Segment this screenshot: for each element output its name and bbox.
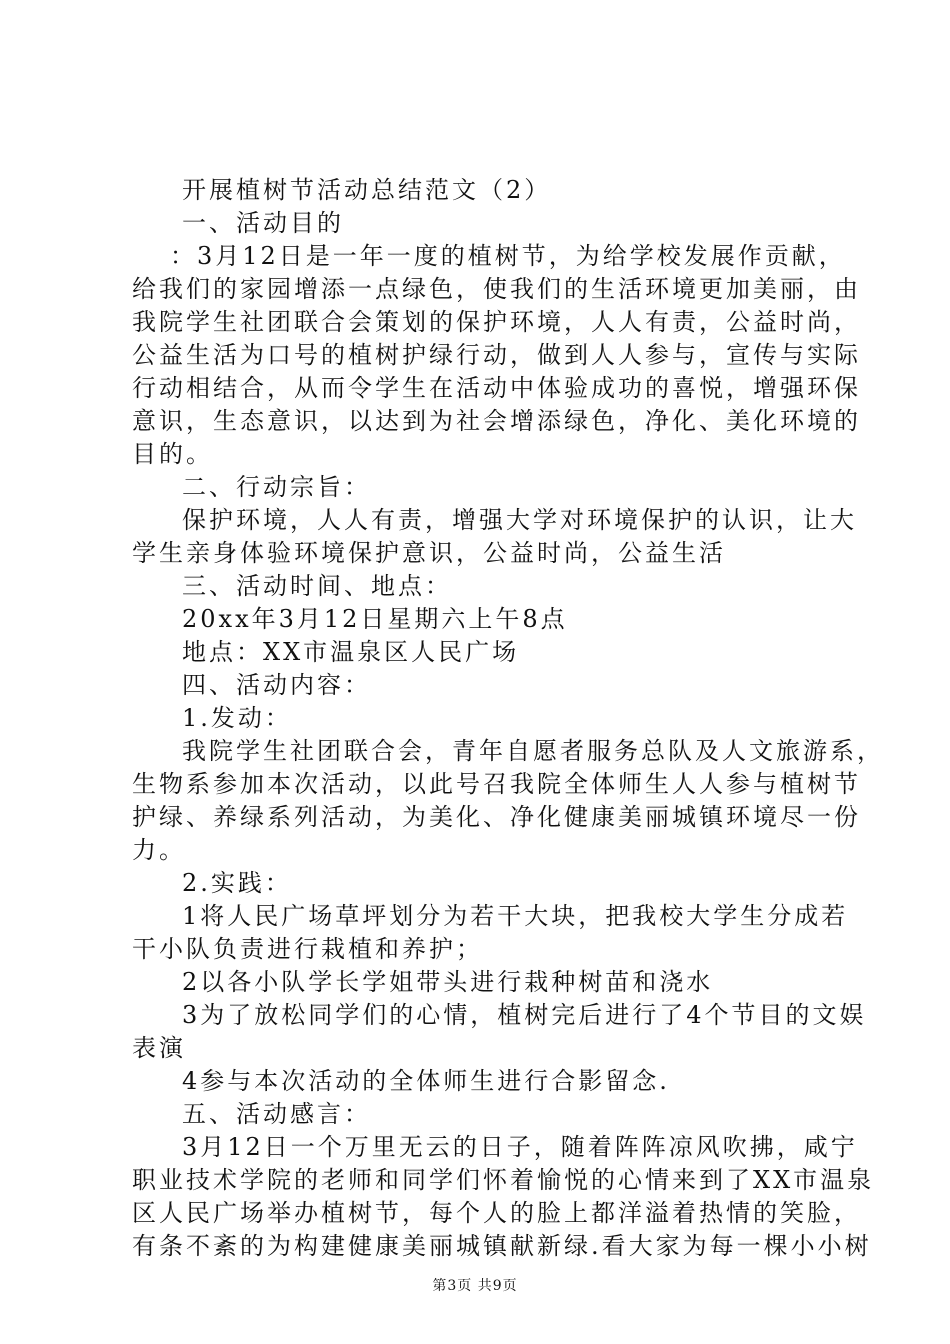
subsection-heading: 2.实践： bbox=[182, 869, 292, 897]
page-footer: 第3页 共9页 bbox=[432, 1278, 518, 1294]
paragraph-line: 20xx年3月12日星期六上午8点 bbox=[182, 605, 568, 633]
paragraph-line: 护绿、养绿系列活动，为美化、净化健康美丽城镇环境尽一份 bbox=[132, 803, 861, 831]
section-heading: 一、活动目的 bbox=[182, 209, 344, 237]
paragraph-line: 3月12日一个万里无云的日子，随着阵阵凉风吹拂，咸宁 bbox=[182, 1133, 858, 1161]
paragraph-line: 意识，生态意识，以达到为社会增添绿色，净化、美化环境的 bbox=[132, 407, 861, 435]
subsection-heading: 1.发动： bbox=[182, 704, 292, 732]
section-heading: 五、活动感言： bbox=[182, 1100, 371, 1128]
paragraph-line: 2以各小队学长学姐带头进行栽种树苗和浇水 bbox=[182, 968, 714, 996]
paragraph-line: 地点：XX市温泉区人民广场 bbox=[182, 638, 520, 666]
paragraph-line: 学生亲身体验环境保护意识，公益时尚，公益生活 bbox=[132, 539, 726, 567]
paragraph-line: 表演 bbox=[132, 1034, 186, 1062]
paragraph-line: 职业技术学院的老师和同学们怀着愉悦的心情来到了XX市温泉 bbox=[132, 1166, 875, 1194]
paragraph-line: 3为了放松同学们的心情，植树完后进行了4个节目的文娱 bbox=[182, 1001, 867, 1029]
paragraph-line: 生物系参加本次活动，以此号召我院全体师生人人参与植树节 bbox=[132, 770, 861, 798]
document-title: 开展植树节活动总结范文（2） bbox=[182, 176, 552, 204]
paragraph-line: 我院学生社团联合会策划的保护环境，人人有责，公益时尚， bbox=[132, 308, 861, 336]
paragraph-line: 目的。 bbox=[132, 440, 213, 468]
paragraph-line: 保护环境，人人有责，增强大学对环境保护的认识，让大 bbox=[182, 506, 857, 534]
paragraph-line: 给我们的家园增添一点绿色，使我们的生活环境更加美丽，由 bbox=[132, 275, 861, 303]
paragraph-line: 4参与本次活动的全体师生进行合影留念. bbox=[182, 1067, 670, 1095]
section-heading: 二、行动宗旨： bbox=[182, 473, 371, 501]
paragraph-line: 力。 bbox=[132, 836, 186, 864]
paragraph-line: 行动相结合，从而令学生在活动中体验成功的喜悦，增强环保 bbox=[132, 374, 861, 402]
paragraph-line: 区人民广场举办植树节，每个人的脸上都洋溢着热情的笑脸， bbox=[132, 1199, 861, 1227]
paragraph-line: 有条不紊的为构建健康美丽城镇献新绿.看大家为每一棵小小树 bbox=[132, 1232, 872, 1260]
section-heading: 四、活动内容： bbox=[182, 671, 371, 699]
paragraph-line: 我院学生社团联合会，青年自愿者服务总队及人文旅游系， bbox=[182, 737, 884, 765]
paragraph-line: ：3月12日是一年一度的植树节，为给学校发展作贡献， bbox=[170, 242, 846, 270]
section-heading: 三、活动时间、地点： bbox=[182, 572, 452, 600]
paragraph-line: 1将人民广场草坪划分为若干大块，把我校大学生分成若 bbox=[182, 902, 849, 930]
paragraph-line: 干小队负责进行栽植和养护； bbox=[132, 935, 483, 963]
paragraph-line: 公益生活为口号的植树护绿行动，做到人人参与，宣传与实际 bbox=[132, 341, 861, 369]
